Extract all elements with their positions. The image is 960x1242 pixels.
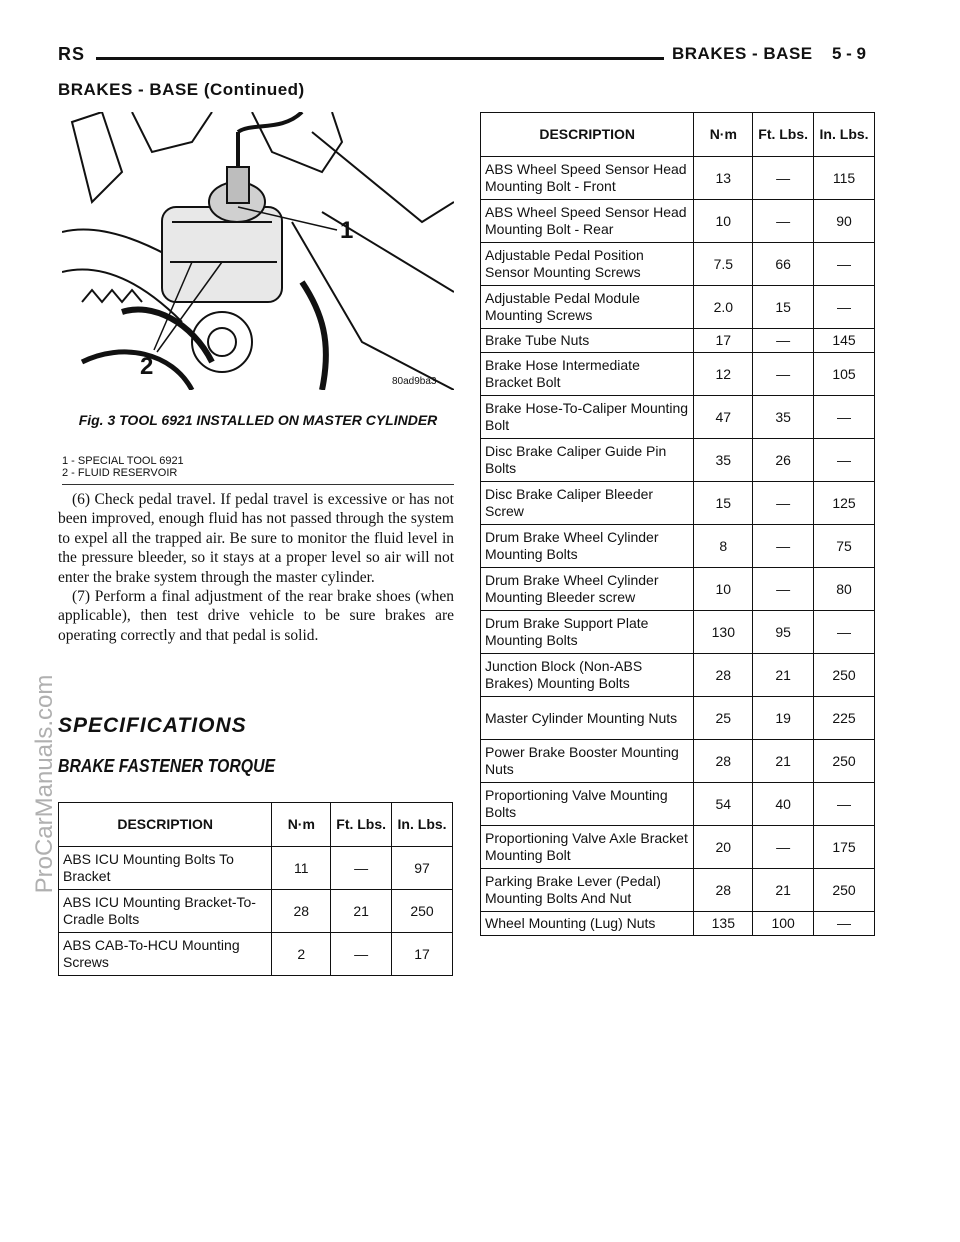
cell-nm: 10 — [694, 200, 753, 243]
cell-ft-lbs: 21 — [753, 740, 814, 783]
cell-ft-lbs: — — [753, 568, 814, 611]
cell-nm: 2 — [272, 933, 331, 976]
cell-nm: 13 — [694, 157, 753, 200]
table-row — [59, 933, 453, 976]
cell-in-lbs: 75 — [814, 525, 875, 568]
table-row — [481, 869, 875, 912]
figure-callout-1: 1 — [340, 217, 354, 244]
cell-in-lbs: 250 — [814, 740, 875, 783]
cell-in-lbs: 250 — [814, 869, 875, 912]
cell-in-lbs: 175 — [814, 826, 875, 869]
table-row — [481, 697, 875, 740]
cell-in-lbs: 125 — [814, 482, 875, 525]
table-row — [481, 568, 875, 611]
cell-nm: 11 — [272, 847, 331, 890]
cell-in-lbs: 145 — [814, 329, 875, 353]
cell-ft-lbs: 95 — [753, 611, 814, 654]
cell-in-lbs: 225 — [814, 697, 875, 740]
torque-table-part-2 — [480, 112, 875, 936]
cell-nm: 2.0 — [694, 286, 753, 329]
cell-in-lbs: 80 — [814, 568, 875, 611]
cell-description: Disc Brake Caliper Bleeder Screw — [481, 482, 694, 525]
cell-description: Junction Block (Non-ABS Brakes) Mounting Bolts — [481, 654, 694, 697]
figure-callout-2: 2 — [140, 353, 154, 380]
cell-in-lbs: 250 — [392, 890, 453, 933]
figure-legend — [62, 455, 184, 479]
cell-description: Wheel Mounting (Lug) Nuts — [481, 912, 694, 936]
cell-ft-lbs: 100 — [753, 912, 814, 936]
master-cylinder-illustration — [62, 112, 454, 390]
cell-in-lbs: 90 — [814, 200, 875, 243]
table-row — [481, 611, 875, 654]
cell-in-lbs: 105 — [814, 353, 875, 396]
cell-in-lbs: — — [814, 243, 875, 286]
col-header-in-lbs: In. Lbs. — [392, 803, 453, 847]
cell-ft-lbs: 19 — [753, 697, 814, 740]
cell-ft-lbs: 26 — [753, 439, 814, 482]
cell-ft-lbs: — — [753, 157, 814, 200]
cell-in-lbs: — — [814, 611, 875, 654]
cell-description: Drum Brake Wheel Cylinder Mounting Bolts — [481, 525, 694, 568]
cell-in-lbs: 250 — [814, 654, 875, 697]
cell-description: Adjustable Pedal Position Sensor Mounting Screws — [481, 243, 694, 286]
table-row — [481, 783, 875, 826]
cell-nm: 25 — [694, 697, 753, 740]
cell-nm: 8 — [694, 525, 753, 568]
cell-ft-lbs: 40 — [753, 783, 814, 826]
cell-description: ABS Wheel Speed Sensor Head Mounting Bolt - Rear — [481, 200, 694, 243]
cell-nm: 17 — [694, 329, 753, 353]
cell-description: Disc Brake Caliper Guide Pin Bolts — [481, 439, 694, 482]
table-row — [481, 525, 875, 568]
table-row — [481, 157, 875, 200]
header-section-code: RS — [58, 44, 86, 64]
cell-description: Drum Brake Wheel Cylinder Mounting Bleeder screw — [481, 568, 694, 611]
cell-description: Parking Brake Lever (Pedal) Mounting Bolts And Nut — [481, 869, 694, 912]
cell-description: ABS ICU Mounting Bolts To Bracket — [59, 847, 272, 890]
cell-ft-lbs: — — [753, 353, 814, 396]
table-row — [481, 329, 875, 353]
torque-table-part-1 — [58, 802, 453, 976]
specifications-heading: SPECIFICATIONS — [58, 714, 247, 737]
cell-in-lbs: — — [814, 286, 875, 329]
table-row — [481, 200, 875, 243]
table-row — [481, 286, 875, 329]
procedure-text — [58, 490, 454, 645]
cell-in-lbs: 17 — [392, 933, 453, 976]
figure-rule — [62, 484, 454, 485]
cell-nm: 35 — [694, 439, 753, 482]
table-row — [481, 740, 875, 783]
col-header-ft-lbs: Ft. Lbs. — [331, 803, 392, 847]
cell-nm: 47 — [694, 396, 753, 439]
cell-description: Master Cylinder Mounting Nuts — [481, 697, 694, 740]
cell-ft-lbs: — — [331, 847, 392, 890]
cell-nm: 28 — [694, 654, 753, 697]
cell-ft-lbs: — — [753, 329, 814, 353]
cell-ft-lbs: — — [753, 482, 814, 525]
table-row — [481, 353, 875, 396]
cell-in-lbs: 97 — [392, 847, 453, 890]
cell-ft-lbs: 21 — [331, 890, 392, 933]
cell-ft-lbs: 35 — [753, 396, 814, 439]
continued-heading: BRAKES - BASE (Continued) — [58, 80, 305, 99]
cell-ft-lbs: 66 — [753, 243, 814, 286]
table-row — [481, 654, 875, 697]
cell-description: Power Brake Booster Mounting Nuts — [481, 740, 694, 783]
cell-description: ABS CAB-To-HCU Mounting Screws — [59, 933, 272, 976]
col-header-nm: N·m — [272, 803, 331, 847]
cell-description: Proportioning Valve Axle Bracket Mounting Bolt — [481, 826, 694, 869]
cell-in-lbs: — — [814, 439, 875, 482]
header-rule — [96, 57, 664, 60]
col-header-ft-lbs: Ft. Lbs. — [753, 113, 814, 157]
legend-item: 2 - FLUID RESERVOIR — [62, 467, 178, 479]
cell-nm: 130 — [694, 611, 753, 654]
cell-ft-lbs: 21 — [753, 869, 814, 912]
watermark: ProCarManuals.com — [31, 674, 58, 894]
cell-nm: 28 — [694, 869, 753, 912]
cell-description: Drum Brake Support Plate Mounting Bolts — [481, 611, 694, 654]
cell-in-lbs: — — [814, 783, 875, 826]
col-header-in-lbs: In. Lbs. — [814, 113, 875, 157]
cell-nm: 15 — [694, 482, 753, 525]
cell-ft-lbs: — — [753, 200, 814, 243]
cell-nm: 7.5 — [694, 243, 753, 286]
figure-image-code: 80ad9ba3 — [392, 376, 437, 387]
header-section-title: BRAKES - BASE — [672, 44, 813, 63]
cell-ft-lbs: — — [753, 525, 814, 568]
table-row — [481, 482, 875, 525]
cell-in-lbs: — — [814, 396, 875, 439]
table-row — [481, 826, 875, 869]
cell-ft-lbs: — — [331, 933, 392, 976]
cell-description: Adjustable Pedal Module Mounting Screws — [481, 286, 694, 329]
cell-nm: 20 — [694, 826, 753, 869]
cell-nm: 28 — [694, 740, 753, 783]
cell-ft-lbs: 21 — [753, 654, 814, 697]
table-row — [481, 439, 875, 482]
cell-description: Brake Hose Intermediate Bracket Bolt — [481, 353, 694, 396]
cell-ft-lbs: 15 — [753, 286, 814, 329]
cell-description: ABS ICU Mounting Bracket-To-Cradle Bolts — [59, 890, 272, 933]
page-number: 5 - 9 — [832, 44, 867, 63]
col-header-description: DESCRIPTION — [481, 113, 694, 157]
col-header-nm: N·m — [694, 113, 753, 157]
cell-nm: 12 — [694, 353, 753, 396]
cell-description: ABS Wheel Speed Sensor Head Mounting Bolt - Front — [481, 157, 694, 200]
torque-heading: BRAKE FASTENER TORQUE — [58, 756, 276, 776]
paragraph-step-7: (7) Perform a final adjustment of the rear brake shoes (when applicable), then test drive vehicle to be sure brakes are operating correctly and that pedal is solid. — [58, 588, 454, 644]
cell-in-lbs: 115 — [814, 157, 875, 200]
legend-item: 1 - SPECIAL TOOL 6921 — [62, 455, 184, 467]
figure-caption: Fig. 3 TOOL 6921 INSTALLED ON MASTER CYLINDER — [78, 412, 438, 428]
table-row — [59, 847, 453, 890]
col-header-description: DESCRIPTION — [59, 803, 272, 847]
cell-description: Brake Tube Nuts — [481, 329, 694, 353]
cell-nm: 54 — [694, 783, 753, 826]
paragraph-step-6: (6) Check pedal travel. If pedal travel is excessive or has not been improved, enough fluid has not passed through the system to expel all the trapped air. Be sure to monitor the fluid level in the pressure bleeder, so it stays at a proper level so air will not enter the brake system through the master cylinder. — [58, 491, 454, 586]
table-row — [59, 890, 453, 933]
cell-ft-lbs: — — [753, 826, 814, 869]
cell-nm: 28 — [272, 890, 331, 933]
cell-description: Proportioning Valve Mounting Bolts — [481, 783, 694, 826]
cell-nm: 135 — [694, 912, 753, 936]
cell-nm: 10 — [694, 568, 753, 611]
table-row — [481, 912, 875, 936]
table-row — [481, 396, 875, 439]
cell-in-lbs: — — [814, 912, 875, 936]
cell-description: Brake Hose-To-Caliper Mounting Bolt — [481, 396, 694, 439]
table-row — [481, 243, 875, 286]
